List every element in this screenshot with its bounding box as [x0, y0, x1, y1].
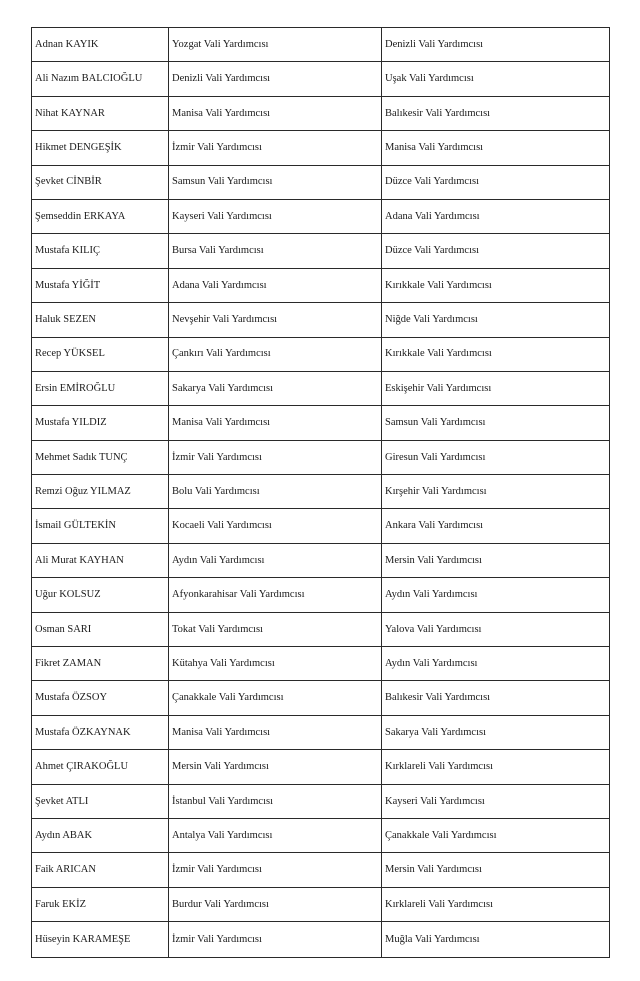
new-post-cell: Kırıkkale Vali Yardımcısı — [382, 268, 610, 302]
person-name-cell: Hikmet DENGEŞİK — [32, 131, 169, 165]
current-post-cell: Kocaeli Vali Yardımcısı — [169, 509, 382, 543]
new-post-cell: Çanakkale Vali Yardımcısı — [382, 818, 610, 852]
current-post-cell: Burdur Vali Yardımcısı — [169, 887, 382, 921]
current-post-cell: Afyonkarahisar Vali Yardımcısı — [169, 578, 382, 612]
person-name-cell: Şevket ATLI — [32, 784, 169, 818]
table-row — [32, 440, 610, 474]
new-post-cell: Giresun Vali Yardımcısı — [382, 440, 610, 474]
person-name-cell: Ali Murat KAYHAN — [32, 543, 169, 577]
table-row — [32, 268, 610, 302]
new-post-cell: Balıkesir Vali Yardımcısı — [382, 96, 610, 130]
person-name-cell: Mustafa YİĞİT — [32, 268, 169, 302]
new-post-cell: Mersin Vali Yardımcısı — [382, 543, 610, 577]
person-name-cell: Ersin EMİROĞLU — [32, 371, 169, 405]
new-post-cell: Mersin Vali Yardımcısı — [382, 853, 610, 887]
person-name-cell: Mehmet Sadık TUNÇ — [32, 440, 169, 474]
table-row — [32, 715, 610, 749]
person-name-cell: Recep YÜKSEL — [32, 337, 169, 371]
table-row — [32, 165, 610, 199]
person-name-cell: Haluk SEZEN — [32, 303, 169, 337]
person-name-cell: Remzi Oğuz YILMAZ — [32, 475, 169, 509]
table-row — [32, 509, 610, 543]
new-post-cell: Muğla Vali Yardımcısı — [382, 922, 610, 958]
new-post-cell: Aydın Vali Yardımcısı — [382, 578, 610, 612]
current-post-cell: Sakarya Vali Yardımcısı — [169, 371, 382, 405]
current-post-cell: Tokat Vali Yardımcısı — [169, 612, 382, 646]
current-post-cell: Aydın Vali Yardımcısı — [169, 543, 382, 577]
current-post-cell: Çankırı Vali Yardımcısı — [169, 337, 382, 371]
current-post-cell: Kayseri Vali Yardımcısı — [169, 199, 382, 233]
person-name-cell: Osman SARI — [32, 612, 169, 646]
person-name-cell: Faruk EKİZ — [32, 887, 169, 921]
person-name-cell: Faik ARICAN — [32, 853, 169, 887]
current-post-cell: İzmir Vali Yardımcısı — [169, 440, 382, 474]
table-row — [32, 818, 610, 852]
table-row — [32, 28, 610, 62]
new-post-cell: Niğde Vali Yardımcısı — [382, 303, 610, 337]
person-name-cell: Adnan KAYIK — [32, 28, 169, 62]
person-name-cell: Mustafa ÖZKAYNAK — [32, 715, 169, 749]
current-post-cell: Manisa Vali Yardımcısı — [169, 406, 382, 440]
current-post-cell: Bursa Vali Yardımcısı — [169, 234, 382, 268]
table-row — [32, 475, 610, 509]
current-post-cell: Antalya Vali Yardımcısı — [169, 818, 382, 852]
new-post-cell: Denizli Vali Yardımcısı — [382, 28, 610, 62]
table-row — [32, 303, 610, 337]
table-row — [32, 96, 610, 130]
current-post-cell: Çanakkale Vali Yardımcısı — [169, 681, 382, 715]
table-row — [32, 784, 610, 818]
person-name-cell: Nihat KAYNAR — [32, 96, 169, 130]
new-post-cell: Kayseri Vali Yardımcısı — [382, 784, 610, 818]
current-post-cell: Bolu Vali Yardımcısı — [169, 475, 382, 509]
table-row — [32, 199, 610, 233]
new-post-cell: Adana Vali Yardımcısı — [382, 199, 610, 233]
person-name-cell: Şevket CİNBİR — [32, 165, 169, 199]
table-row — [32, 234, 610, 268]
table-row — [32, 681, 610, 715]
current-post-cell: İstanbul Vali Yardımcısı — [169, 784, 382, 818]
current-post-cell: Adana Vali Yardımcısı — [169, 268, 382, 302]
table-row — [32, 647, 610, 681]
table-row — [32, 578, 610, 612]
new-post-cell: Kırşehir Vali Yardımcısı — [382, 475, 610, 509]
current-post-cell: Yozgat Vali Yardımcısı — [169, 28, 382, 62]
table-row — [32, 853, 610, 887]
person-name-cell: Ahmet ÇIRAKOĞLU — [32, 750, 169, 784]
current-post-cell: Manisa Vali Yardımcısı — [169, 96, 382, 130]
person-name-cell: İsmail GÜLTEKİN — [32, 509, 169, 543]
new-post-cell: Uşak Vali Yardımcısı — [382, 62, 610, 96]
appointments-table — [31, 27, 610, 958]
table-row — [32, 131, 610, 165]
person-name-cell: Uğur KOLSUZ — [32, 578, 169, 612]
new-post-cell: Düzce Vali Yardımcısı — [382, 234, 610, 268]
table-row — [32, 612, 610, 646]
person-name-cell: Mustafa ÖZSOY — [32, 681, 169, 715]
current-post-cell: Nevşehir Vali Yardımcısı — [169, 303, 382, 337]
new-post-cell: Düzce Vali Yardımcısı — [382, 165, 610, 199]
appointments-table-body — [32, 28, 610, 958]
current-post-cell: Manisa Vali Yardımcısı — [169, 715, 382, 749]
current-post-cell: İzmir Vali Yardımcısı — [169, 922, 382, 958]
table-row — [32, 371, 610, 405]
current-post-cell: İzmir Vali Yardımcısı — [169, 853, 382, 887]
table-row — [32, 62, 610, 96]
new-post-cell: Eskişehir Vali Yardımcısı — [382, 371, 610, 405]
new-post-cell: Ankara Vali Yardımcısı — [382, 509, 610, 543]
new-post-cell: Samsun Vali Yardımcısı — [382, 406, 610, 440]
new-post-cell: Kırıkkale Vali Yardımcısı — [382, 337, 610, 371]
person-name-cell: Şemseddin ERKAYA — [32, 199, 169, 233]
person-name-cell: Mustafa YILDIZ — [32, 406, 169, 440]
current-post-cell: İzmir Vali Yardımcısı — [169, 131, 382, 165]
person-name-cell: Hüseyin KARAMEŞE — [32, 922, 169, 958]
new-post-cell: Balıkesir Vali Yardımcısı — [382, 681, 610, 715]
current-post-cell: Samsun Vali Yardımcısı — [169, 165, 382, 199]
current-post-cell: Mersin Vali Yardımcısı — [169, 750, 382, 784]
person-name-cell: Mustafa KILIÇ — [32, 234, 169, 268]
new-post-cell: Kırklareli Vali Yardımcısı — [382, 887, 610, 921]
new-post-cell: Kırklareli Vali Yardımcısı — [382, 750, 610, 784]
table-row — [32, 750, 610, 784]
new-post-cell: Yalova Vali Yardımcısı — [382, 612, 610, 646]
person-name-cell: Aydın ABAK — [32, 818, 169, 852]
person-name-cell: Ali Nazım BALCIOĞLU — [32, 62, 169, 96]
new-post-cell: Aydın Vali Yardımcısı — [382, 647, 610, 681]
table-row — [32, 543, 610, 577]
table-row — [32, 337, 610, 371]
table-row — [32, 922, 610, 958]
new-post-cell: Sakarya Vali Yardımcısı — [382, 715, 610, 749]
new-post-cell: Manisa Vali Yardımcısı — [382, 131, 610, 165]
table-row — [32, 406, 610, 440]
person-name-cell: Fikret ZAMAN — [32, 647, 169, 681]
current-post-cell: Kütahya Vali Yardımcısı — [169, 647, 382, 681]
table-row — [32, 887, 610, 921]
current-post-cell: Denizli Vali Yardımcısı — [169, 62, 382, 96]
